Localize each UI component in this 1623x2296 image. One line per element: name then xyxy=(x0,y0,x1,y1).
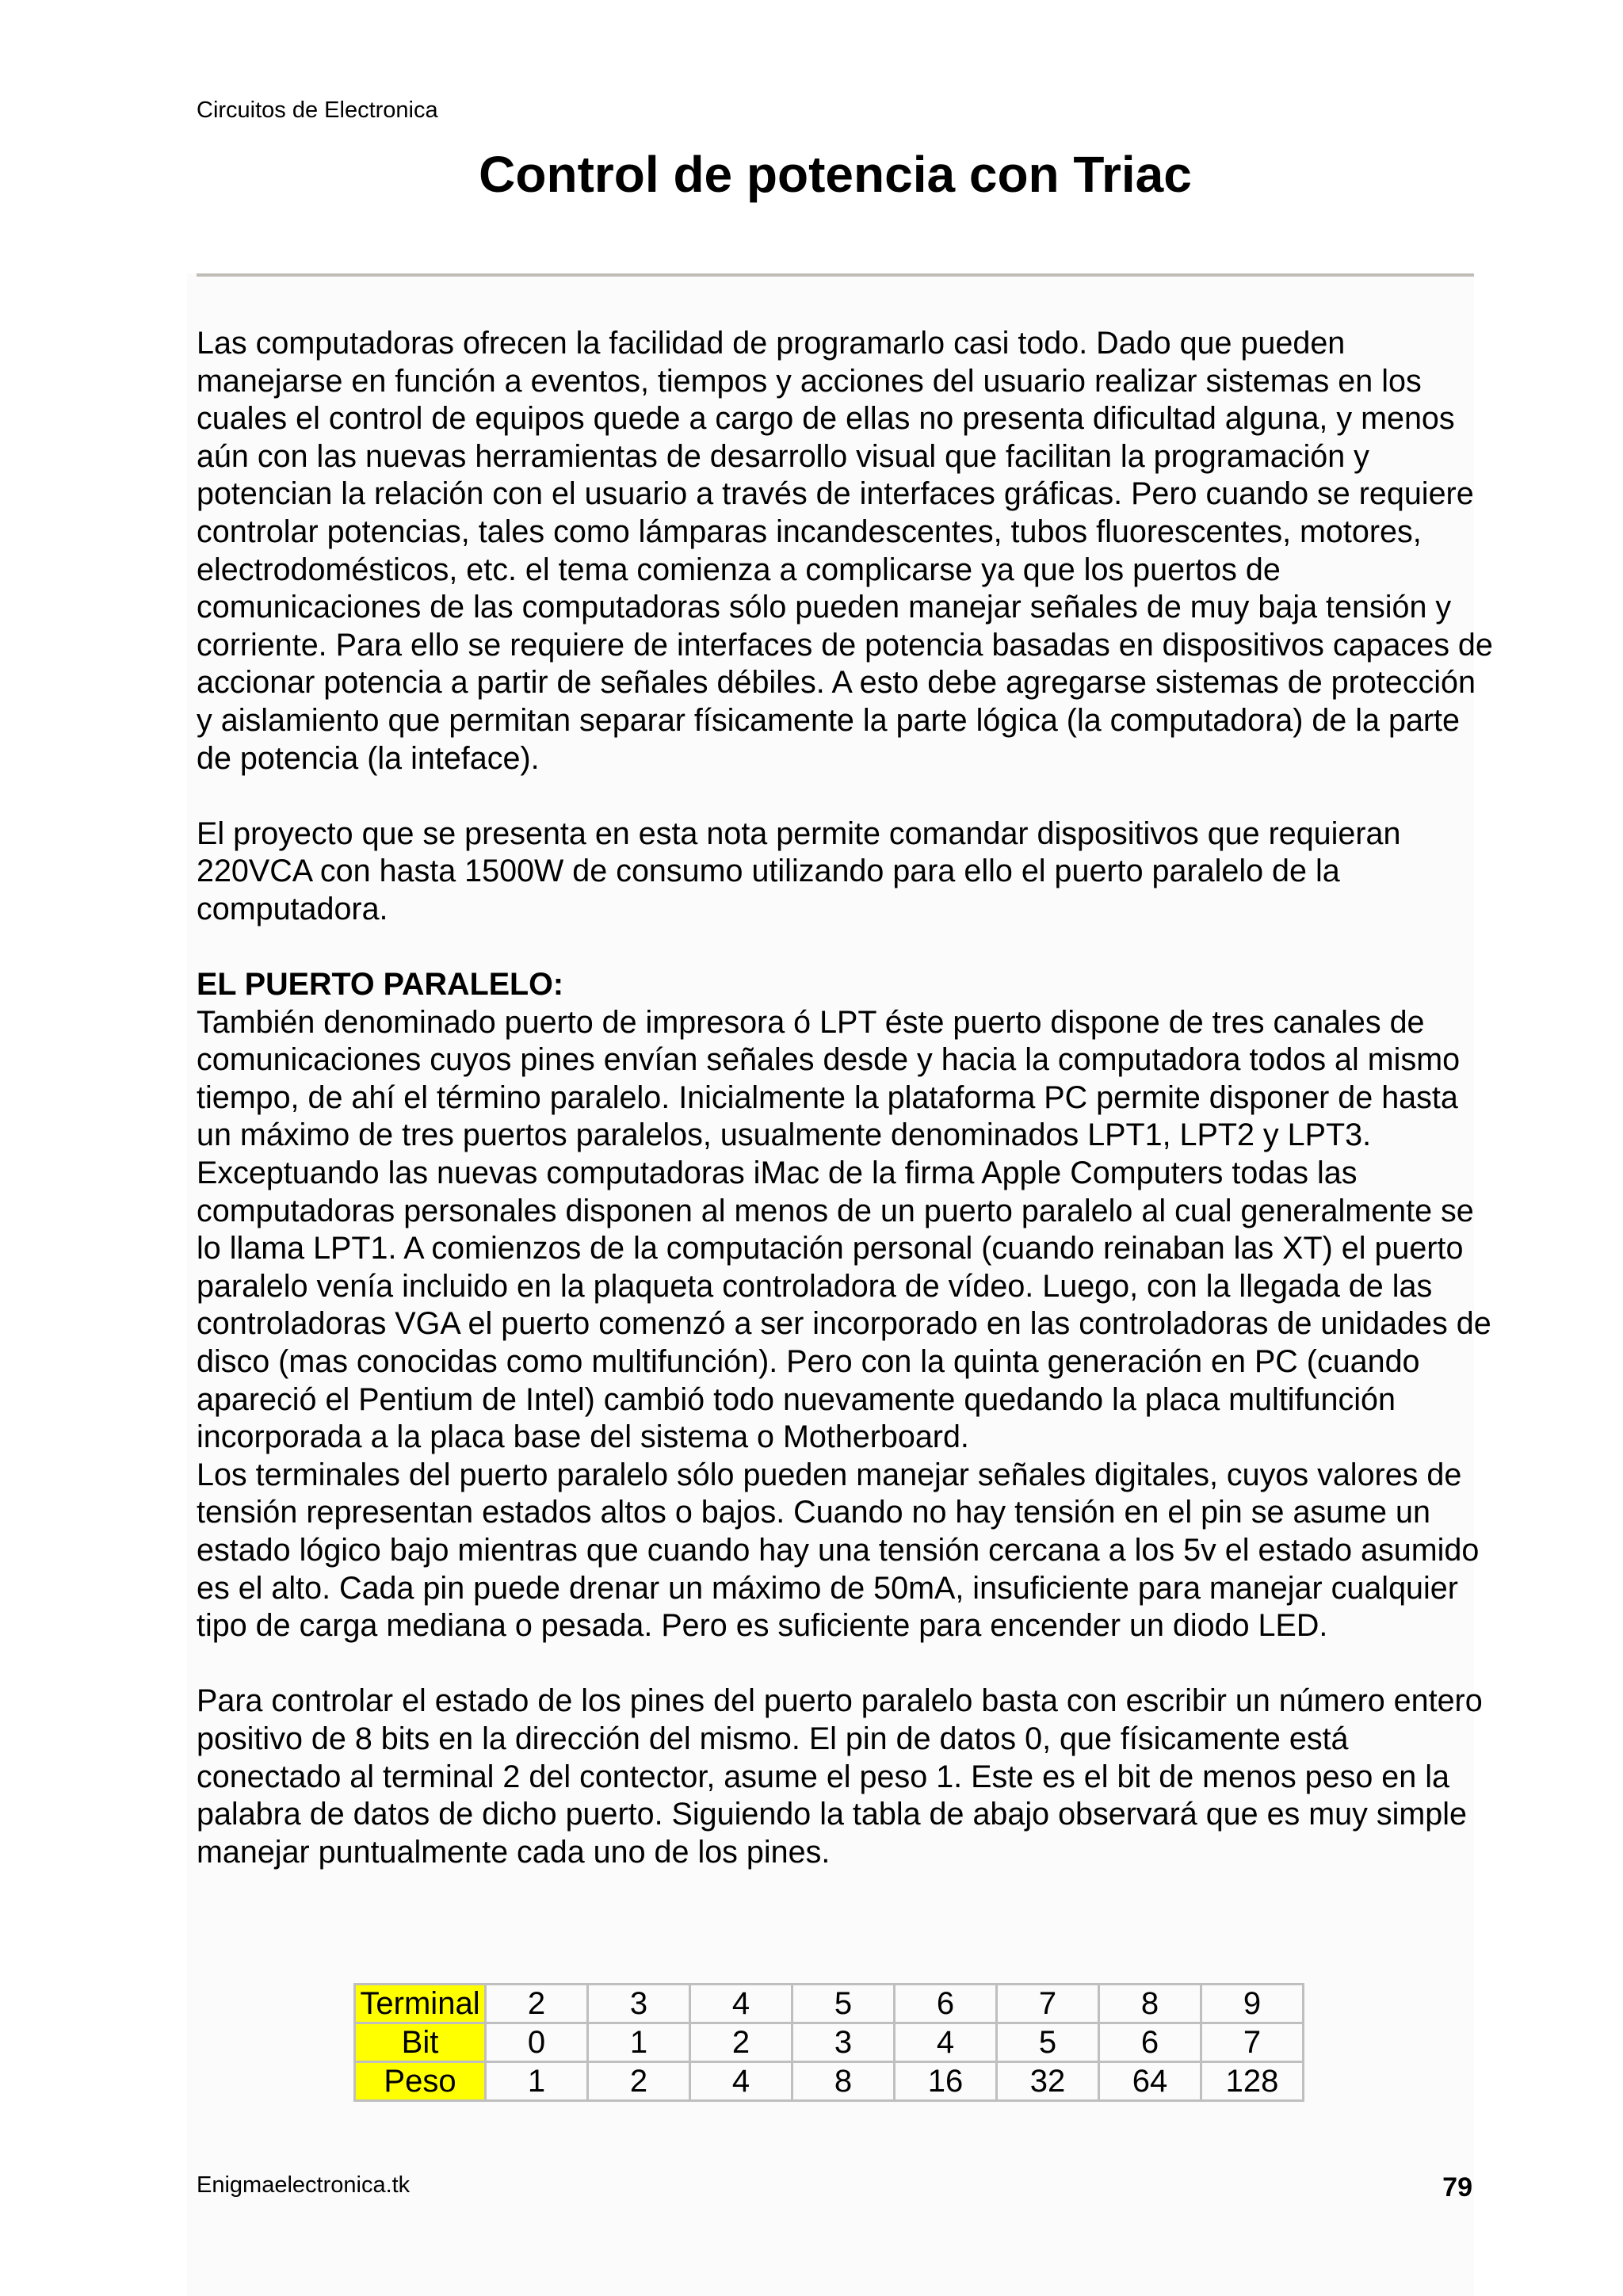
table-cell: 5 xyxy=(997,2023,1099,2062)
table-cell: 4 xyxy=(690,1985,792,2023)
table-cell: 9 xyxy=(1201,1985,1304,2023)
pin-weight-table xyxy=(353,1983,1304,2102)
paragraph-project: El proyecto que se presenta en esta nota permite comandar dispositivos que requieran 220VCA con hasta 1500W de consumo utilizando para ello el puerto paralelo de la computadora. xyxy=(197,816,1401,926)
page-number: 79 xyxy=(1442,2172,1472,2202)
table-cell: 8 xyxy=(792,2062,895,2101)
table-cell: 4 xyxy=(690,2062,792,2101)
table-cell: 4 xyxy=(895,2023,997,2062)
section-heading: EL PUERTO PARALELO: xyxy=(197,967,564,1003)
table-cell: 3 xyxy=(792,2023,895,2062)
paragraph-parallel-port: También denominado puerto de impresora ó LPT éste puerto dispone de tres canales de comunicaciones cuyos pines envían señales desde y hacia la computadora todos al mismo tiempo, de ahí el término paralelo. Inicialmente la plataforma PC permite disponer de hasta un máximo de tres puertos paralelos, usualmente denominados LPT1, LPT2 y LPT3. Exceptuando las nuevas computadoras iMac de la firma Apple Computers todas las computadoras personales disponen al menos de un puerto paralelo al cual generalmente se lo llama LPT1. A comienzos de la computación personal (cuando reinaban las XT) el puerto paralelo venía incluido en la plaqueta controladora de vídeo. Luego, con la llegada de las controladoras VGA el puerto comenzó a ser incorporado en las controladoras de unidades de disco (mas conocidas como multifunción). Pero con la quinta generación en PC (cuando apareció el Pentium de Intel) cambió todo nuevamente quedando la placa multifunción incorporada a la placa base del sistema o Motherboard. xyxy=(197,1004,1491,1455)
table-cell: 6 xyxy=(1099,2023,1201,2062)
table-cell: 64 xyxy=(1099,2062,1201,2101)
table-row xyxy=(355,2062,1304,2101)
table-cell: 16 xyxy=(895,2062,997,2101)
page-title: Control de potencia con Triac xyxy=(479,146,1192,203)
paragraph-pin-control: Para controlar el estado de los pines del puerto paralelo basta con escribir un número entero positivo de 8 bits en la dirección del mismo. El pin de datos 0, que físicamente está conectado al terminal 2 del contector, asume el peso 1. Este es el bit de menos peso en la palabra de datos de dicho puerto. Siguiendo la tabla de abajo observará que es muy simple manejar puntualmente cada uno de los pines. xyxy=(197,1683,1483,1870)
row-label: Terminal xyxy=(355,1985,486,2023)
table-cell: 2 xyxy=(588,2062,690,2101)
table-cell: 1 xyxy=(588,2023,690,2062)
table-cell: 2 xyxy=(486,1985,588,2023)
paragraph-terminals: Los terminales del puerto paralelo sólo pueden manejar señales digitales, cuyos valores de tensión representan estados altos o bajos. Cuando no hay tensión en el pin se asume un estado lógico bajo mientras que cuando hay una tensión cercana a los 5v el estado asumido es el alto. Cada pin puede drenar un máximo de 50mA, insuficiente para manejar cualquier tipo de carga mediana o pesada. Pero es suficiente para encender un diodo LED. xyxy=(197,1457,1480,1644)
row-label: Peso xyxy=(355,2062,486,2101)
table-cell: 32 xyxy=(997,2062,1099,2101)
article-body xyxy=(197,325,1496,1871)
table-row xyxy=(355,2023,1304,2062)
table-cell: 6 xyxy=(895,1985,997,2023)
table-cell: 2 xyxy=(690,2023,792,2062)
table-cell: 128 xyxy=(1201,2062,1304,2101)
table-cell: 8 xyxy=(1099,1985,1201,2023)
table-cell: 3 xyxy=(588,1985,690,2023)
title-divider xyxy=(197,273,1474,277)
paragraph-intro: Las computadoras ofrecen la facilidad de programarlo casi todo. Dado que pueden manejarse en función a eventos, tiempos y acciones del usuario realizar sistemas en los cuales el control de equipos quede a cargo de ellas no presenta dificultad alguna, y menos aún con las nuevas herramientas de desarrollo visual que facilitan la programación y potencian la relación con el usuario a través de interfaces gráficas. Pero cuando se requiere controlar potencias, tales como lámparas incandescentes, tubos fluorescentes, motores, electrodomésticos, etc. el tema comienza a complicarse ya que los puertos de comunicaciones de las computadoras sólo pueden manejar señales de muy baja tensión y corriente. Para ello se requiere de interfaces de potencia basadas en dispositivos capaces de accionar potencia a partir de señales débiles. A esto debe agregarse sistemas de protección y aislamiento que permitan separar físicamente la parte lógica (la computadora) de la parte de potencia (la inteface). xyxy=(197,326,1493,776)
table-row xyxy=(355,1985,1304,2023)
row-label: Bit xyxy=(355,2023,486,2062)
running-header: Circuitos de Electronica xyxy=(197,97,438,123)
table-cell: 1 xyxy=(486,2062,588,2101)
table-cell: 5 xyxy=(792,1985,895,2023)
footer-site: Enigmaelectronica.tk xyxy=(197,2172,411,2198)
table-cell: 0 xyxy=(486,2023,588,2062)
table-cell: 7 xyxy=(1201,2023,1304,2062)
table-cell: 7 xyxy=(997,1985,1099,2023)
